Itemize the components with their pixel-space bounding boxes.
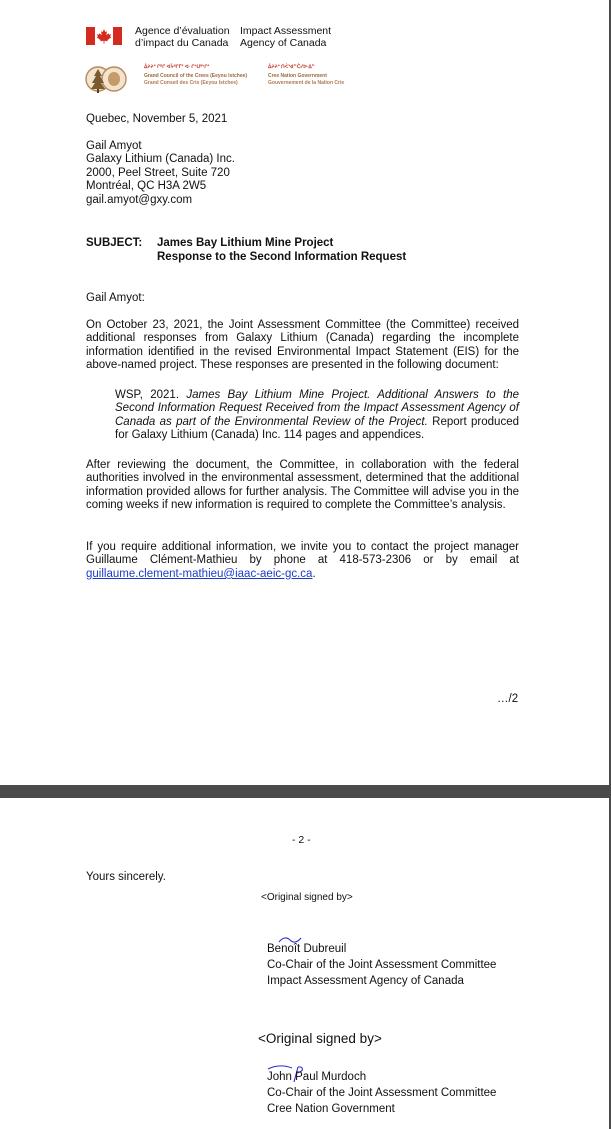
cree-council-fr: Grand Conseil des Cris (Eeyou Istchee) [144, 80, 238, 86]
cree-gov-syllabics: ᐄᔨᔨᐤ ᑎᐹᔅᑯᓐᑖᓯᐅᐧᐃᓐ [268, 64, 315, 70]
cree-syllabics: ᐄᔨᔨᐤ ᒋᐦᒋ ᐊᔮᐦᒋᒥᐤ ᐊᐧ ᒋᔅᑌᐦᔅᒋᐤ [144, 64, 210, 70]
recipient-city: Montréal, QC H3A 2W5 [86, 180, 207, 193]
reference-title: James Bay Lithium Mine Project. Additional Answers to the Second Information Request Received from the Impact Assessment Agency of Canada as part of the Environmental Review of the Project. [115, 389, 520, 428]
recipient-street: 2000, Peel Street, Suite 720 [86, 166, 230, 179]
signer-2-org: Cree Nation Government [267, 1103, 395, 1115]
letter-date: Quebec, November 5, 2021 [86, 113, 228, 125]
recipient-email: gail.amyot@gxy.com [86, 193, 193, 206]
signer-1-title: Co-Chair of the Joint Assessment Committee [267, 959, 497, 971]
reference-suffix: Report produced for Galaxy Lithium (Canada) Inc. 114 pages and appendices. [115, 415, 519, 442]
closing: Yours sincerely. [86, 871, 166, 883]
paragraph-3-text: If you require additional information, we invite you to contact the project manager Guillaume Clément-Mathieu by phone at 418-573-2306 or by email at [86, 541, 519, 567]
paragraph-3-end: . [312, 567, 316, 580]
cree-gov-fr: Gouvernement de la Nation Crie [268, 80, 345, 86]
recipient-block [86, 140, 235, 207]
agency-name-fr: Agence d’évaluation d’impact du Canada [135, 25, 230, 49]
salutation: Gail Amyot: [86, 292, 145, 304]
reference-citation [115, 389, 519, 443]
continued-marker: …/2 [497, 693, 519, 705]
recipient-name: Gail Amyot [86, 140, 142, 152]
signer-1-org: Impact Assessment Agency of Canada [267, 975, 464, 987]
cree-logo-icon [84, 58, 128, 100]
paragraph-3 [86, 541, 519, 581]
contact-email-link[interactable]: guillaume.clement-mathieu@iaac-aeic-gc.ca [86, 567, 313, 580]
subject-line-2: Response to the Second Information Request [157, 251, 407, 263]
letter-page-2 [0, 798, 609, 1129]
signer-2-title: Co-Chair of the Joint Assessment Committee [267, 1087, 497, 1099]
paragraph-2: After reviewing the document, the Committee, in collaboration with the federal authorities involved in the environmental assessment, determined that the additional information provided allows for further analysis. The Committee will advise you in the coming weeks if new information is required to complete the Committee’s analysis. [86, 459, 519, 512]
page-number: - 2 - [292, 834, 311, 846]
signed-note-1: <Original signed by> [261, 892, 353, 903]
signer-1-name: Benoît Dubreuil [267, 943, 347, 955]
signer-2-name: John Paul Murdoch [267, 1071, 367, 1083]
canada-flag-icon [86, 27, 122, 45]
cree-council-en: Grand Council of the Crees (Eeyou Istchee) [144, 73, 248, 79]
cree-gov-en: Cree Nation Government [268, 73, 327, 79]
reference-prefix: WSP, 2021. [115, 389, 187, 401]
subject-line-1: James Bay Lithium Mine Project [157, 237, 334, 249]
paragraph-1: On October 23, 2021, the Joint Assessment Committee (the Committee) received additional responses from Galaxy Lithium (Canada) regarding the incomplete information identified in the revised Environmental Impact Statement (EIS) for the above-named project. These responses are presented in the following document: [86, 319, 519, 372]
subject-label: SUBJECT: [86, 237, 143, 249]
agency-name-en: Impact Assessment Agency of Canada [240, 25, 332, 49]
signed-note-2: <Original signed by> [258, 1031, 382, 1046]
recipient-company: Galaxy Lithium (Canada) Inc. [86, 153, 235, 166]
